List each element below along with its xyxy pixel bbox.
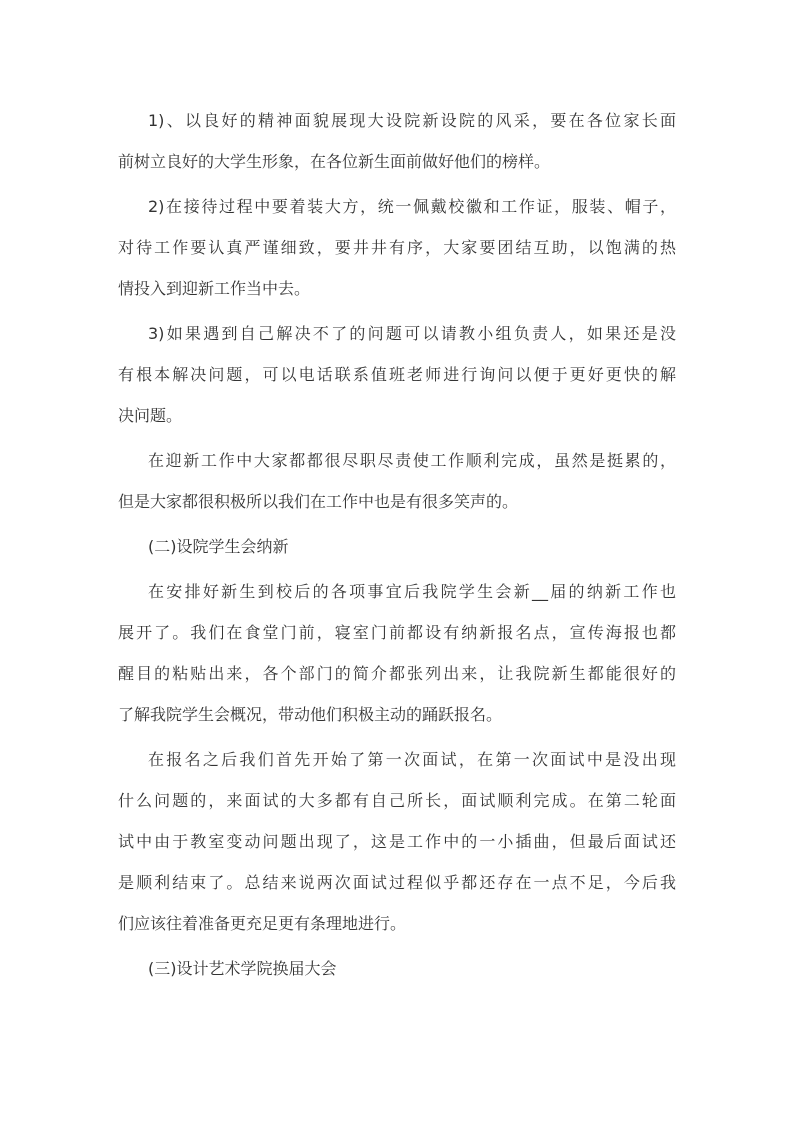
paragraph-line: 试中由于教室变动问题出现了，这是工作中的一小插曲，但最后面试还 (118, 832, 676, 851)
paragraph-line: 有根本解决问题，可以电话联系值班老师进行询问以便于更好更快的解 (118, 365, 676, 384)
section-heading: (二)设院学生会纳新 (148, 537, 289, 556)
paragraph-1 (118, 100, 676, 182)
section-heading-2 (118, 526, 676, 567)
section-heading: (三)设计艺术学院换届大会 (148, 959, 337, 978)
paragraph-line: 决问题。 (118, 406, 183, 425)
paragraph-4 (118, 440, 676, 522)
paragraph-line: 在报名之后我们首先开始了第一次面试，在第一次面试中是没出现 (148, 750, 676, 769)
paragraph-line: 是顺利结束了。总结来说两次面试过程似乎都还存在一点不足，今后我 (118, 873, 676, 892)
paragraph-line: 醒目的粘贴出来，各个部门的简介都张列出来，让我院新生都能很好的 (118, 664, 676, 683)
paragraph-line: 2)在接待过程中要着装大方，统一佩戴校徽和工作证，服装、帽子， (148, 197, 676, 216)
paragraph-line: 3)如果遇到自己解决不了的问题可以请教小组负责人，如果还是没 (148, 324, 676, 343)
paragraph-line: 1)、以良好的精神面貌展现大设院新设院的风采，要在各位家长面 (148, 111, 676, 130)
paragraph-line: 前树立良好的大学生形象，在各位新生面前做好他们的榜样。 (118, 152, 551, 171)
paragraph-2 (118, 186, 676, 309)
paragraph-line: 对待工作要认真严谨细致，要井井有序，大家要团结互助，以饱满的热 (118, 238, 676, 257)
paragraph-line: 情投入到迎新工作当中去。 (118, 279, 311, 298)
paragraph-line: 什么问题的，来面试的大多都有自己所长，面试顺利完成。在第二轮面 (118, 791, 676, 810)
paragraph-line: 在安排好新生到校后的各项事宜后我院学生会新__届的纳新工作也 (148, 582, 676, 601)
paragraph-3 (118, 313, 676, 436)
paragraph-line: 了解我院学生会概况，带动他们积极主动的踊跃报名。 (118, 705, 503, 724)
paragraph-5 (118, 571, 676, 735)
document-body (118, 100, 676, 989)
paragraph-line: 们应该往着准备更充足更有条理地进行。 (118, 914, 407, 933)
paragraph-line: 展开了。我们在食堂门前，寝室门前都设有纳新报名点，宣传海报也都 (118, 623, 676, 642)
paragraph-6 (118, 739, 676, 944)
paragraph-line: 在迎新工作中大家都都很尽职尽责使工作顺利完成，虽然是挺累的， (148, 451, 676, 470)
paragraph-line: 但是大家都很积极所以我们在工作中也是有很多笑声的。 (118, 492, 519, 511)
section-heading-3 (118, 948, 676, 989)
